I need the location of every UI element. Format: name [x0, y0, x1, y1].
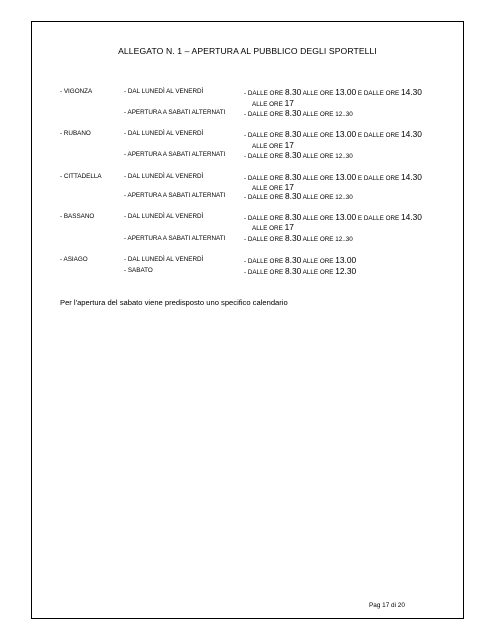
saturday-hours: - DALLE ORE 8.30 ALLE ORE 12..30 [244, 108, 353, 118]
weekday-hours: - DALLE ORE 8.30 ALLE ORE 13.00 E DALLE ORE 14.30 [244, 129, 422, 139]
weekday-hours-continued: ALLE ORE 17 [252, 222, 294, 232]
office-name: - BASSANO [60, 213, 95, 220]
saturday-label: - SABATO [124, 267, 153, 274]
document-title: ALLEGATO N. 1 – APERTURA AL PUBBLICO DEGLI SPORTELLI [118, 46, 377, 56]
saturday-hours: - DALLE ORE 8.30 ALLE ORE 12.30 [244, 266, 357, 276]
weekday-label: - DAL LUNEDÌ AL VENERDÌ [124, 256, 204, 263]
saturday-label: - APERTURA A SABATI ALTERNATI [124, 192, 226, 199]
office-name: - ASIAGO [60, 256, 88, 263]
office-name: - VIGONZA [60, 88, 93, 95]
weekday-label: - DAL LUNEDÌ AL VENERDÌ [124, 130, 204, 137]
weekday-hours: - DALLE ORE 8.30 ALLE ORE 13.00 E DALLE ORE 14.30 [244, 172, 422, 182]
weekday-label: - DAL LUNEDÌ AL VENERDÌ [124, 173, 204, 180]
saturday-hours: - DALLE ORE 8.30 ALLE ORE 12..30 [244, 191, 353, 201]
saturday-label: - APERTURA A SABATI ALTERNATI [124, 235, 226, 242]
weekday-label: - DAL LUNEDÌ AL VENERDÌ [124, 88, 204, 95]
weekday-hours-continued: ALLE ORE 17 [252, 140, 294, 150]
weekday-hours: - DALLE ORE 8.30 ALLE ORE 13.00 [244, 255, 357, 265]
saturday-label: - APERTURA A SABATI ALTERNATI [124, 151, 226, 158]
weekday-hours: - DALLE ORE 8.30 ALLE ORE 13.00 E DALLE ORE 14.30 [244, 87, 422, 97]
office-name: - CITTADELLA [60, 173, 102, 180]
weekday-hours: - DALLE ORE 8.30 ALLE ORE 13.00 E DALLE ORE 14.30 [244, 212, 422, 222]
saturday-calendar-note: Per l'apertura del sabato viene predisposto uno specifico calendario [60, 298, 288, 307]
office-name: - RUBANO [60, 130, 91, 137]
saturday-hours: - DALLE ORE 8.30 ALLE ORE 12..30 [244, 150, 353, 160]
saturday-hours: - DALLE ORE 8.30 ALLE ORE 12..30 [244, 233, 353, 243]
weekday-hours-continued: ALLE ORE 17 [252, 98, 294, 108]
saturday-label: - APERTURA A SABATI ALTERNATI [124, 109, 226, 116]
document-page [31, 21, 464, 619]
page-number: Pag 17 di 20 [369, 602, 405, 609]
weekday-hours-continued: ALLE ORE 17 [252, 182, 294, 192]
weekday-label: - DAL LUNEDÌ AL VENERDÌ [124, 213, 204, 220]
